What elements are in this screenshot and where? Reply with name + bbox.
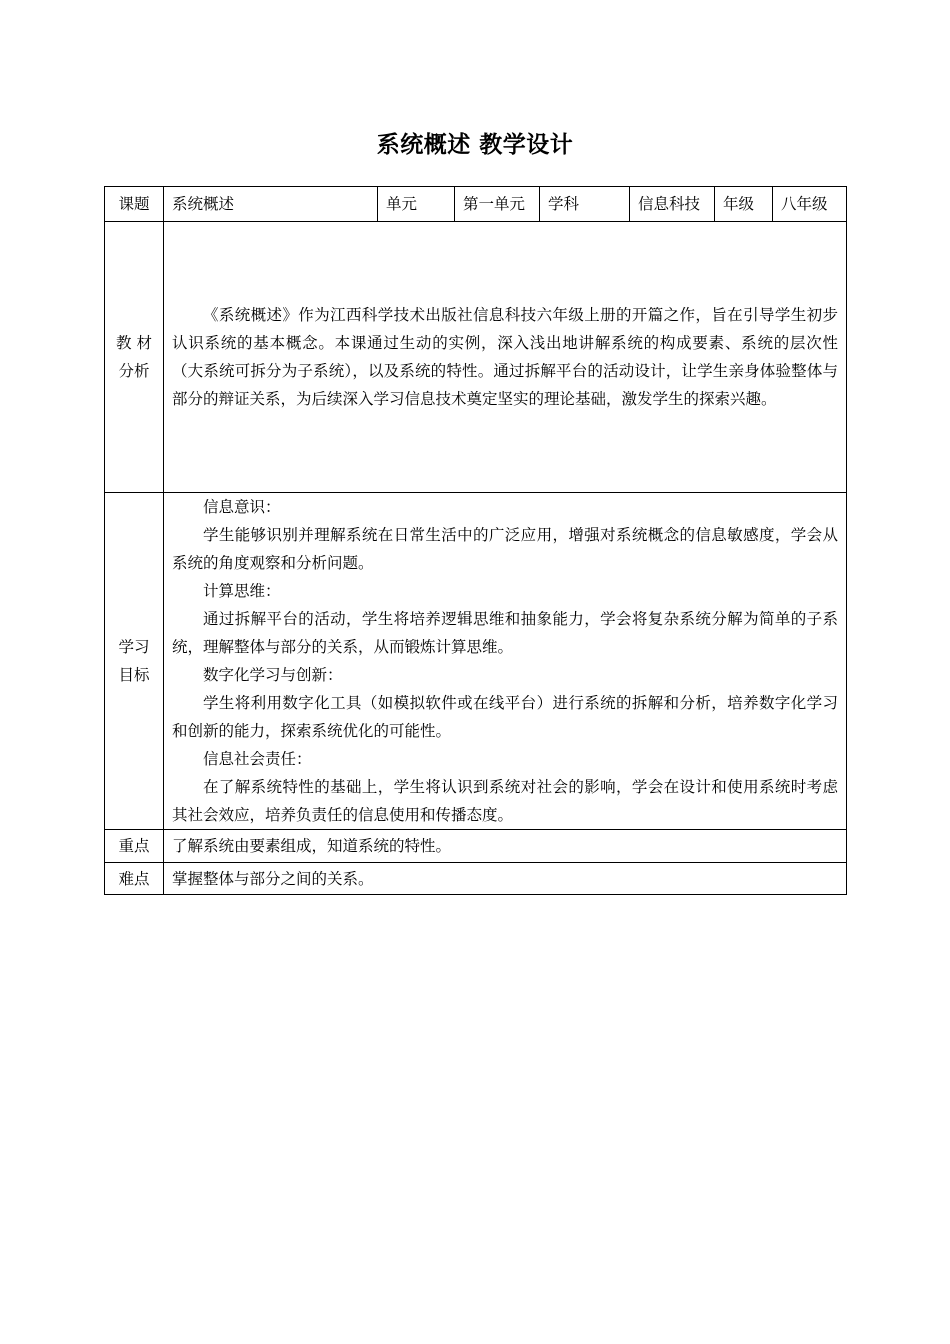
goal-text-information-awareness: 学生能够识别并理解系统在日常生活中的广泛应用，增强对系统概念的信息敏感度，学会从系统的角度观察和分析问题。 bbox=[172, 526, 838, 572]
grade-label: 年级 bbox=[715, 187, 773, 222]
unit-value: 第一单元 bbox=[455, 187, 540, 222]
topic-value: 系统概述 bbox=[164, 187, 378, 222]
goal-heading-information-awareness: 信息意识： bbox=[203, 498, 281, 516]
header-row bbox=[105, 187, 847, 222]
goals-label-line1: 学习 bbox=[118, 638, 150, 656]
unit-label: 单元 bbox=[378, 187, 455, 222]
analysis-row bbox=[105, 222, 847, 493]
analysis-label-line1: 教 材 bbox=[116, 334, 152, 352]
difficulty-text: 掌握整体与部分之间的关系。 bbox=[164, 863, 847, 895]
goal-text-social-responsibility: 在了解系统特性的基础上，学生将认识到系统对社会的影响，学会在设计和使用系统时考虑其社会效应，培养负责任的信息使用和传播态度。 bbox=[172, 778, 838, 824]
analysis-text: 《系统概述》作为江西科学技术出版社信息科技六年级上册的开篇之作，旨在引导学生初步认识系统的基本概念。本课通过生动的实例，深入浅出地讲解系统的构成要素、系统的层次性（大系统可拆分为子系统），以及系统的特性。通过拆解平台的活动设计，让学生亲身体验整体与部分的辩证关系，为后续深入学习信息技术奠定坚实的理论基础，激发学生的探索兴趣。 bbox=[172, 306, 838, 408]
goal-text-digital-learning: 学生将利用数字化工具（如模拟软件或在线平台）进行系统的拆解和分析，培养数字化学习和创新的能力，探索系统优化的可能性。 bbox=[172, 694, 838, 740]
key-point-label: 重点 bbox=[105, 830, 164, 863]
subject-value: 信息科技 bbox=[630, 187, 715, 222]
analysis-label-line2: 分析 bbox=[118, 362, 150, 380]
lesson-plan-table bbox=[104, 186, 847, 895]
goal-heading-digital-learning: 数字化学习与创新： bbox=[203, 666, 343, 684]
key-point-row bbox=[105, 830, 847, 863]
goals-row bbox=[105, 493, 847, 830]
analysis-content bbox=[164, 222, 847, 493]
difficulty-label: 难点 bbox=[105, 863, 164, 895]
goals-label-line2: 目标 bbox=[118, 666, 150, 684]
grade-value: 八年级 bbox=[773, 187, 847, 222]
goal-heading-computational-thinking: 计算思维： bbox=[203, 582, 281, 600]
document-title: 系统概述 教学设计 bbox=[376, 132, 574, 158]
subject-label: 学科 bbox=[540, 187, 630, 222]
goal-text-computational-thinking: 通过拆解平台的活动，学生将培养逻辑思维和抽象能力，学会将复杂系统分解为简单的子系统，理解整体与部分的关系，从而锻炼计算思维。 bbox=[172, 610, 838, 656]
topic-label: 课题 bbox=[105, 187, 164, 222]
key-point-text: 了解系统由要素组成，知道系统的特性。 bbox=[164, 830, 847, 863]
goals-label bbox=[105, 493, 164, 830]
goal-heading-social-responsibility: 信息社会责任： bbox=[203, 750, 312, 768]
goals-content bbox=[164, 493, 847, 830]
difficulty-row bbox=[105, 863, 847, 895]
analysis-label bbox=[105, 222, 164, 493]
